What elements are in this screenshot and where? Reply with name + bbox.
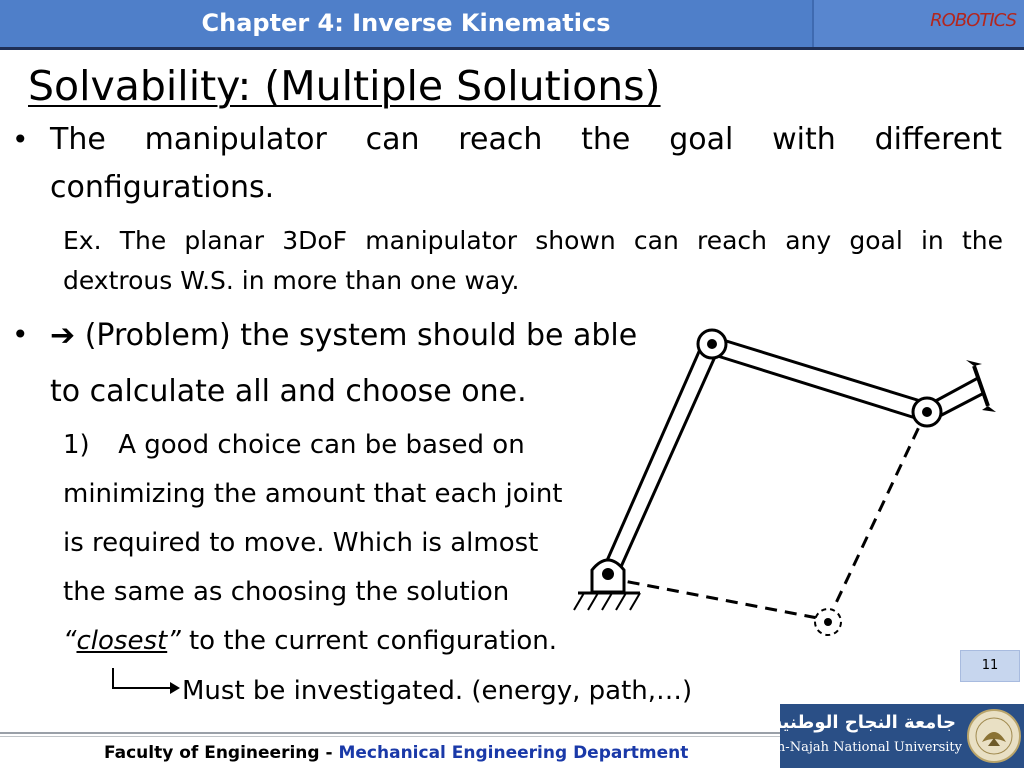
item-1-line-1 — [63, 430, 525, 460]
robotics-tag: ROBOTICS — [930, 10, 1016, 31]
item-1-number: 1) — [63, 430, 90, 460]
link-1-edge — [602, 338, 705, 572]
footer-department: Mechanical Engineering Department — [338, 743, 689, 763]
alt-config-link-2 — [828, 412, 926, 620]
ground-hatch — [616, 593, 626, 610]
alt-config-link-1 — [608, 578, 828, 620]
header-right-panel — [814, 0, 1024, 47]
base-joint — [602, 568, 614, 580]
gripper-finger — [982, 406, 996, 412]
ground-hatch — [602, 593, 612, 610]
logo-arabic-name: جامعة النجاح الوطنية — [771, 712, 956, 733]
ground-hatch — [630, 593, 640, 610]
link-2-edge — [708, 353, 922, 420]
item-1-line-5 — [63, 626, 557, 656]
example-line-1: Ex. The planar 3DoF manipulator shown can reach any goal in the — [63, 226, 1003, 255]
note-text: Must be investigated. (energy, path,…) — [182, 676, 693, 706]
wrist-joint-pin — [922, 407, 932, 417]
bullet-dot-icon: • — [12, 318, 29, 351]
link-1-edge — [616, 350, 718, 578]
footer-text — [104, 743, 688, 763]
bullet-2-line-1 — [50, 318, 637, 353]
ground-hatch — [588, 593, 598, 610]
item-1-line-4: the same as choosing the solution — [63, 577, 510, 607]
bullet-2-line-2: to calculate all and choose one. — [50, 374, 527, 409]
gripper-finger — [966, 360, 982, 366]
ground-hatch — [574, 593, 584, 610]
page-number: 11 — [960, 650, 1020, 682]
slide-title: Solvability: (Multiple Solutions) — [28, 62, 661, 110]
open-quote: “ — [63, 626, 77, 656]
right-arrow-icon: ➔ — [50, 318, 76, 353]
item-1-line-2: minimizing the amount that each joint — [63, 479, 563, 509]
logo-english-name: An-Najah National University — [767, 740, 962, 755]
close-quote: ” — [167, 626, 181, 656]
link-2-edge — [710, 336, 927, 403]
bullet-1-line-2: configurations. — [50, 170, 275, 205]
footer-divider — [0, 736, 780, 737]
gripper-jaw — [974, 366, 988, 406]
item-1-line-5-text: to the current configuration. — [180, 626, 558, 656]
university-seal-icon — [966, 708, 1022, 764]
example-line-2: dextrous W.S. in more than one way. — [63, 266, 520, 295]
university-logo — [767, 704, 1024, 768]
footer-prefix: Faculty of Engineering - — [104, 743, 339, 763]
chapter-title: Chapter 4: Inverse Kinematics — [201, 9, 611, 37]
closest-word: closest — [76, 626, 168, 656]
elbow-arrow-icon — [108, 666, 180, 694]
item-1-line-3: is required to move. Which is almost — [63, 528, 539, 558]
item-1-text: A good choice can be based on — [118, 430, 525, 460]
bullet-dot-icon: • — [12, 123, 29, 156]
bullet-1-line-1: The manipulator can reach the goal with different — [50, 122, 1002, 157]
header-bar — [0, 0, 1024, 50]
elbow-joint-pin — [707, 339, 717, 349]
planar-3dof-manipulator-diagram — [570, 320, 1024, 660]
alt-elbow-joint-pin — [824, 618, 832, 626]
bullet-2-text: (Problem) the system should be able — [84, 318, 638, 353]
footer-divider — [0, 732, 780, 734]
